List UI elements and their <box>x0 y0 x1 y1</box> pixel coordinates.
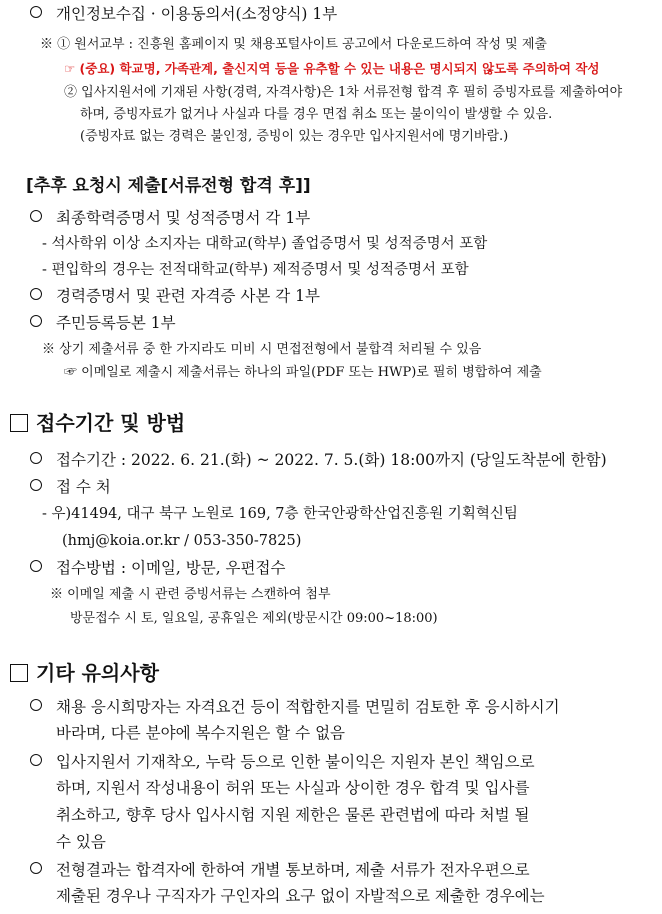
note-evidence-3: (증빙자료 없는 경력은 불인정, 증빙이 있는 경우만 입사지원서에 명기바람.) <box>80 129 509 144</box>
note-evidence-2: 하며, 증빙자료가 없거나 사실과 다를 경우 면접 취소 또는 불이익이 발생할 수 있음. <box>80 107 553 122</box>
note-email-merge: ☞ 이메일로 제출시 제출서류는 하나의 파일(PDF 또는 HWP)로 필히 병합하여 제출 <box>64 365 542 380</box>
circle-bullet-icon <box>30 6 42 18</box>
note-item-results-cont: 제출된 경우나 구직자가 구인자의 요구 없이 자발적으로 제출한 경우에는 <box>56 887 545 905</box>
consent-form-item: 개인정보수집 · 이용동의서(소정양식) 1부 <box>30 4 337 24</box>
note-item-results: 전형결과는 합격자에 한하여 개별 통보하며, 제출 서류가 전자우편으로 <box>30 860 530 880</box>
note-missing-documents: ※ 상기 제출서류 중 한 가지라도 미비 시 면접전형에서 불합격 처리될 수 있음 <box>42 342 482 357</box>
item-resident-register: 주민등록등본 1부 <box>30 313 176 333</box>
circle-bullet-icon <box>30 479 42 491</box>
note-email-scan: ※ 이메일 제출 시 관련 증빙서류는 스캔하여 첨부 <box>50 587 331 602</box>
reception-address: - 우)41494, 대구 북구 노원로 169, 7층 한국안광학산업진흥원 기획혁신팀 <box>42 506 518 522</box>
circle-bullet-icon <box>30 452 42 464</box>
note-item-liability-cont-3: 수 있음 <box>56 833 106 851</box>
circle-bullet-icon <box>30 210 42 222</box>
section-title-period-method: 접수기간 및 방법 <box>10 410 185 436</box>
sub-item-transfer: - 편입학의 경우는 전적대학교(학부) 제적증명서 및 성적증명서 포함 <box>42 262 469 278</box>
square-bullet-icon <box>10 664 28 682</box>
note-item-liability-cont-2: 취소하고, 향후 당사 입사시험 지원 제한은 물론 관련법에 따라 처벌 될 <box>56 806 530 824</box>
circle-bullet-icon <box>30 315 42 327</box>
note-item-liability-cont-1: 하며, 지원서 작성내용이 허위 또는 사실과 상이한 경우 합격 및 입사를 <box>56 779 530 797</box>
note-item-qualification: 채용 응시희망자는 자격요건 등이 적합한지를 면밀히 검토한 후 응시하시기 <box>30 697 560 717</box>
note-visit-hours: 방문접수 시 토, 일요일, 공휴일은 제외(방문시간 09:00~18:00) <box>70 611 438 626</box>
circle-bullet-icon <box>30 288 42 300</box>
circle-bullet-icon <box>30 862 42 874</box>
note-distribution: ※ ① 원서교부 : 진흥원 홈페이지 및 채용포털사이트 공고에서 다운로드하여 작성 및 제출 <box>40 37 547 52</box>
square-bullet-icon <box>10 414 28 432</box>
note-item-qualification-cont: 바라며, 다른 분야에 복수지원은 할 수 없음 <box>56 724 346 742</box>
section-title-later-submission: [추후 요청시 제출[서류전형 합격 후]] <box>26 176 311 196</box>
circle-bullet-icon <box>30 699 42 711</box>
item-application-period: 접수기간 : 2022. 6. 21.(화) ~ 2022. 7. 5.(화) 18:00까지 (당일도착분에 한함) <box>30 450 607 470</box>
note-evidence-1: ② 입사지원서에 기재된 사항(경력, 자격사항)은 1차 서류전형 합격 후 필히 증빙자료를 제출하여야 <box>64 85 623 100</box>
circle-bullet-icon <box>30 560 42 572</box>
note-important: ☞ (중요) 학교명, 가족관계, 출신지역 등을 유추할 수 있는 내용은 명시되지 않도록 주의하여 작성 <box>64 61 600 76</box>
section-title-other-notes: 기타 유의사항 <box>10 660 159 686</box>
note-item-liability: 입사지원서 기재착오, 누락 등으로 인한 불이익은 지원자 본인 책임으로 <box>30 752 535 772</box>
item-reception: 접 수 처 <box>30 477 111 497</box>
sub-item-masters: - 석사학위 이상 소지자는 대학교(학부) 졸업증명서 및 성적증명서 포함 <box>42 236 488 252</box>
reception-contact: (hmj@koia.or.kr / 053-350-7825) <box>62 533 302 549</box>
item-career-cert: 경력증명서 및 관련 자격증 사본 각 1부 <box>30 286 320 306</box>
item-application-method: 접수방법 : 이메일, 방문, 우편접수 <box>30 558 285 578</box>
circle-bullet-icon <box>30 754 42 766</box>
item-education-cert: 최종학력증명서 및 성적증명서 각 1부 <box>30 208 310 228</box>
